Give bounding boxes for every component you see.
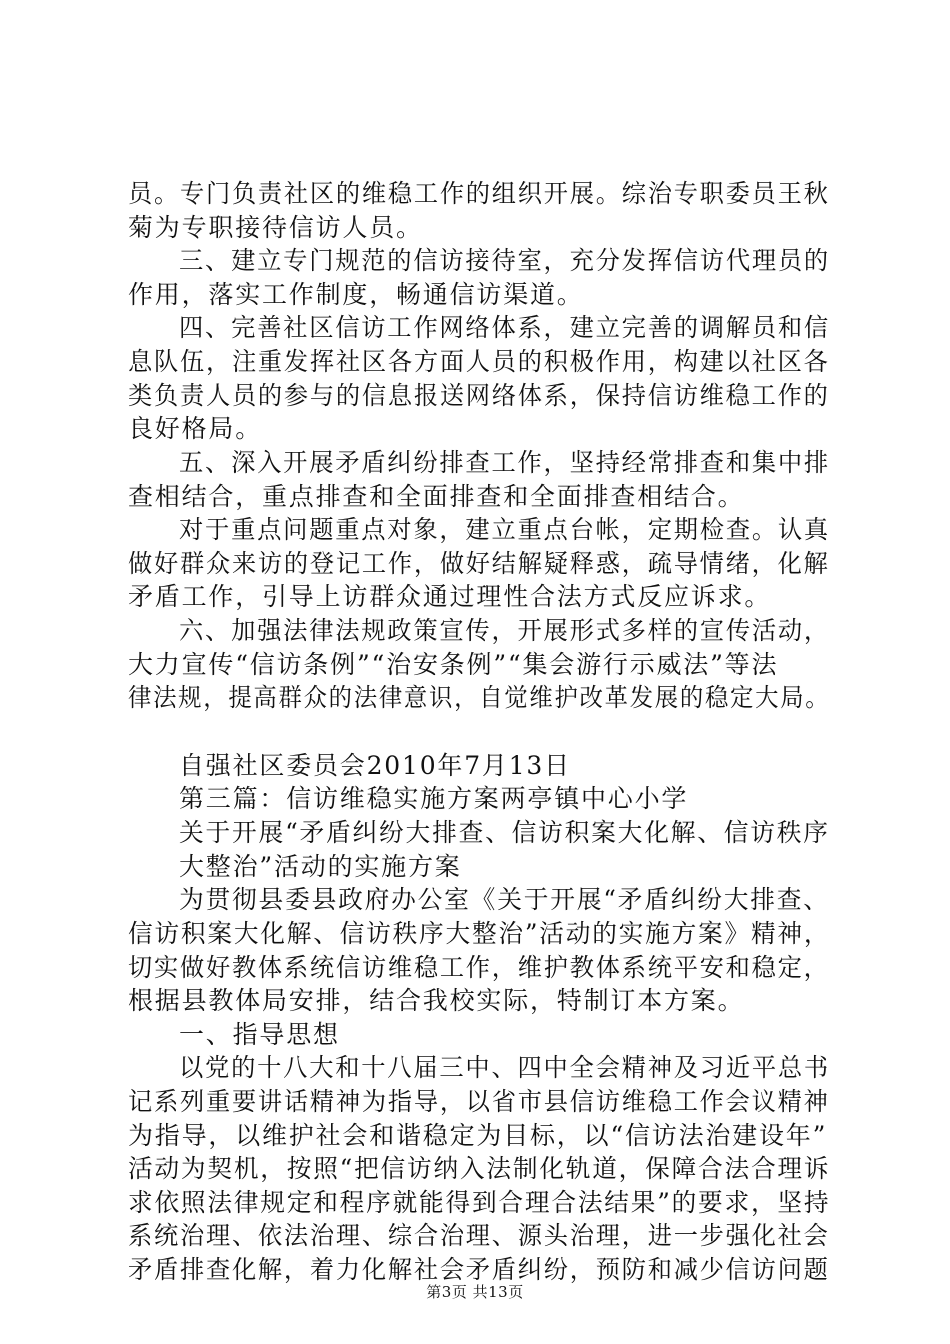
text-line: 切实做好教体系统信访维稳工作，维护教体系统平安和稳定， (128, 953, 830, 982)
text-line: 六、加强法律法规政策宣传，开展形式多样的宣传活动， (179, 616, 830, 645)
doc-heading: 关于开展“矛盾纠纷大排查、信访积案大化解、信访秩序 (179, 818, 830, 847)
text-line: 查相结合，重点排查和全面排查和全面排查相结合。 (128, 482, 745, 511)
text-line: 记系列重要讲话精神为指导，以省市县信访维稳工作会议精神 (128, 1087, 830, 1116)
text-line: 律法规，提高群众的法律意识，自觉维护改革发展的稳定大局。 (128, 683, 831, 712)
text-line: 根据县教体局安排，结合我校实际，特制订本方案。 (128, 986, 745, 1015)
subsection-title: 一、指导思想 (179, 1020, 340, 1049)
text-line: 三、建立专门规范的信访接待室，充分发挥信访代理员的 (179, 246, 830, 275)
text-line: 做好群众来访的登记工作，做好结解疑释惑，疏导情绪，化解 (128, 549, 830, 578)
page-number-footer: 第3页 共13页 (426, 1283, 524, 1301)
signature-line: 自强社区委员会2010年7月13日 (179, 751, 571, 780)
text-line: 员。专门负责社区的维稳工作的组织开展。综治专职委员王秋 (128, 179, 830, 208)
text-line: 四、完善社区信访工作网络体系，建立完善的调解员和信 (179, 313, 830, 342)
text-line: 信访积案大化解、信访秩序大整治”活动的实施方案》精神， (128, 919, 831, 948)
text-line: 大力宣传“信访条例”“治安条例”“集会游行示威法”等法 (128, 650, 779, 679)
text-line: 良好格局。 (128, 414, 263, 443)
text-line: 为指导，以维护社会和谐稳定为目标，以“信访法治建设年” (128, 1121, 828, 1150)
text-line: 矛盾排查化解，着力化解社会矛盾纠纷，预防和减少信访问题 (128, 1255, 830, 1284)
doc-heading: 大整治”活动的实施方案 (179, 852, 462, 881)
text-line: 菊为专职接待信访人员。 (128, 213, 423, 242)
text-line: 五、深入开展矛盾纠纷排查工作，坚持经常排查和集中排 (179, 448, 830, 477)
text-line: 以党的十八大和十八届三中、四中全会精神及习近平总书 (179, 1053, 830, 1082)
text-line: 活动为契机，按照“把信访纳入法制化轨道，保障合法合理诉 (128, 1154, 831, 1183)
section-title: 第三篇：信访维稳实施方案两亭镇中心小学 (179, 784, 689, 813)
text-line: 对于重点问题重点对象，建立重点台帐，定期检查。认真 (179, 515, 830, 544)
text-line: 息队伍，注重发挥社区各方面人员的积极作用，构建以社区各 (128, 347, 830, 376)
text-line: 类负责人员的参与的信息报送网络体系，保持信访维稳工作的 (128, 381, 830, 410)
text-line: 求依照法律规定和程序就能得到合理合法结果”的要求，坚持 (128, 1188, 831, 1217)
text-line: 矛盾工作，引导上访群众通过理性合法方式反应诉求。 (128, 582, 772, 611)
text-line: 系统治理、依法治理、综合治理、源头治理，进一步强化社会 (128, 1221, 830, 1250)
text-line: 为贯彻县委县政府办公室《关于开展“矛盾纠纷大排查、 (179, 885, 830, 914)
text-line: 作用，落实工作制度，畅通信访渠道。 (128, 280, 584, 309)
